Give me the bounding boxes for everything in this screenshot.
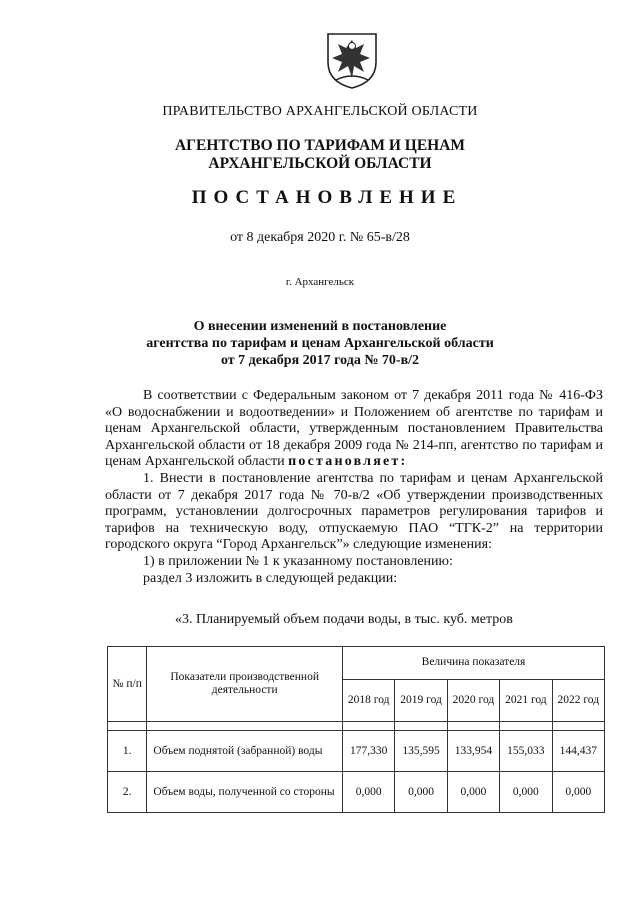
document-city: г. Архангельск — [285, 276, 355, 288]
row-indicator: Объем воды, полученной со стороны — [147, 772, 343, 813]
water-supply-table — [107, 646, 605, 813]
header-year: 2018 год — [342, 679, 394, 721]
row-value: 155,033 — [500, 731, 552, 772]
subject-line-3: от 7 декабря 2017 года № 70-в/2 — [220, 353, 420, 368]
row-number: 2. — [108, 772, 147, 813]
table-spacer — [108, 722, 605, 731]
table-header-row — [108, 647, 605, 680]
row-value: 0,000 — [447, 772, 499, 813]
row-value: 135,595 — [395, 731, 447, 772]
government-name: ПРАВИТЕЛЬСТВО АРХАНГЕЛЬСКОЙ ОБЛАСТИ — [162, 104, 478, 119]
document-type: ПОСТАНОВЛЕНИЕ — [191, 187, 463, 208]
header-number: № п/п — [108, 647, 147, 722]
row-value: 144,437 — [552, 731, 604, 772]
body-paragraph-1 — [105, 388, 603, 471]
row-value: 0,000 — [395, 772, 447, 813]
row-number: 1. — [108, 731, 147, 772]
decree-keyword: постановляет: — [288, 454, 408, 470]
subject-line-1: О внесении изменений в постановление — [193, 319, 447, 334]
body-paragraph-3: 1) в приложении № 1 к указанному постановлению: — [143, 553, 453, 569]
table-row — [108, 772, 605, 813]
table-row — [108, 731, 605, 772]
row-value: 0,000 — [342, 772, 394, 813]
header-year: 2022 год — [552, 679, 604, 721]
row-value: 0,000 — [500, 772, 552, 813]
document-subject — [0, 318, 640, 369]
agency-line-2: АРХАНГЕЛЬСКОЙ ОБЛАСТИ — [208, 155, 432, 172]
paragraph-1-text: В соответствии с Федеральным законом от 7 декабря 2011 года № 416-ФЗ «О водоснабжении и водоотведении» и Положением об агентстве по тарифам и ценам Архангельской области, утвержденным постановлением Правительства Архангельской области от 18 декабря 2009 года № 214-пп, агентство по тарифам и ценам Архангельской области — [105, 388, 603, 470]
row-value: 177,330 — [342, 731, 394, 772]
coat-of-arms-icon — [326, 32, 378, 90]
agency-line-1: АГЕНТСТВО ПО ТАРИФАМ И ЦЕНАМ — [174, 137, 466, 154]
table-title: «3. Планируемый объем подачи воды, в тыс. куб. метров — [175, 612, 513, 627]
row-indicator: Объем поднятой (забранной) воды — [147, 731, 343, 772]
body-paragraph-4: раздел 3 изложить в следующей редакции: — [143, 570, 398, 586]
document-date-number: от 8 декабря 2020 г. № 65-в/28 — [230, 230, 410, 245]
agency-name — [0, 137, 640, 173]
header-year: 2020 год — [447, 679, 499, 721]
header-value: Величина показателя — [342, 647, 604, 680]
header-indicator: Показатели производственной деятельности — [147, 647, 343, 722]
body-paragraph-2: 1. Внести в постановление агентства по тарифам и ценам Архангельской области от 7 декабря 2017 года № 70-в/2 «Об утверждении производственных программ, установлении долгосрочных параметров регулирования тарифов и тарифов на техническую воду, отпускаемую ПАО “ТГК-2” на территории городского округа “Город Архангельск”» следующие изменения: — [105, 470, 603, 553]
document-body — [105, 388, 603, 587]
row-value: 0,000 — [552, 772, 604, 813]
header-year: 2021 год — [500, 679, 552, 721]
row-value: 133,954 — [447, 731, 499, 772]
header-year: 2019 год — [395, 679, 447, 721]
subject-line-2: агентства по тарифам и ценам Архангельской области — [146, 336, 494, 351]
